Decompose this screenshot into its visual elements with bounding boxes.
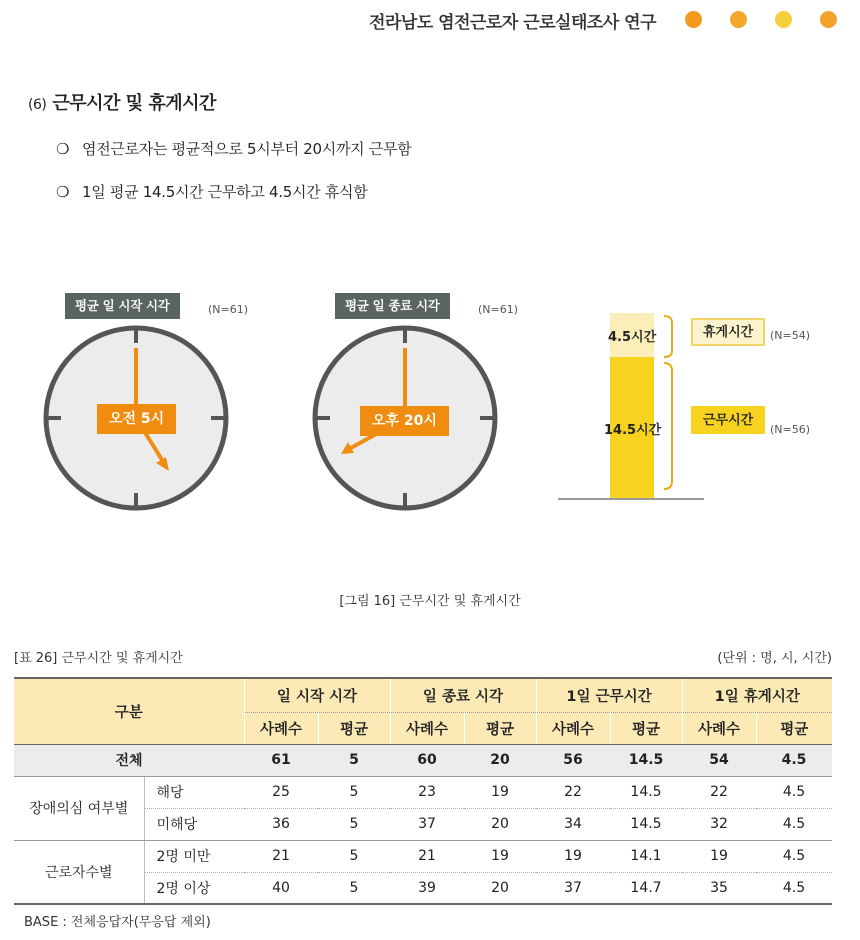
group-label: 근로자수별 — [14, 840, 144, 904]
base-note: BASE : 전체응답자(무응답 제외) — [24, 915, 211, 930]
table-cell: 14.5 — [610, 744, 682, 776]
table-cell: 39 — [390, 872, 464, 904]
table-cell: 22 — [536, 776, 610, 808]
section-title-text: 근무시간 및 휴게시간 — [52, 93, 216, 114]
table-cell: 32 — [682, 808, 756, 840]
table-cell: 56 — [536, 744, 610, 776]
table-row — [14, 840, 832, 872]
bullet-text: 염전근로자는 평균적으로 5시부터 20시까지 근무함 — [82, 140, 412, 158]
corner-header: 구분 — [14, 678, 244, 744]
bullet-text: 1일 평균 14.5시간 근무하고 4.5시간 휴식함 — [82, 183, 368, 201]
table-cell: 5 — [318, 808, 390, 840]
bullet-circle-icon: ❍ — [56, 183, 70, 201]
header-dot-icon — [685, 11, 702, 28]
table-cell: 4.5 — [756, 808, 832, 840]
table-cell: 14.1 — [610, 840, 682, 872]
group-header: 1일 휴게시간 — [682, 678, 832, 712]
table-cell: 5 — [318, 840, 390, 872]
table-cell: 20 — [464, 744, 536, 776]
bracket-icon — [662, 313, 682, 503]
table-cell: 5 — [318, 744, 390, 776]
start-time-label: 오전 5시 — [97, 404, 176, 434]
table-cell: 61 — [244, 744, 318, 776]
header-title: 전라남도 염전근로자 근로실태조사 연구 — [369, 13, 656, 33]
work-legend: 근무시간 — [691, 406, 765, 434]
start-clock-label: 평균 일 시작 시각 — [65, 293, 180, 319]
table-cell: 25 — [244, 776, 318, 808]
header-dot-icon — [730, 11, 747, 28]
end-time-label: 오후 20시 — [360, 406, 449, 436]
header-dot-icon — [775, 11, 792, 28]
bullet-item — [56, 181, 367, 202]
row-label: 미해당 — [144, 808, 244, 840]
table-title: [표 26] 근무시간 및 휴게시간 — [14, 651, 183, 666]
group-header: 1일 근무시간 — [536, 678, 682, 712]
table-cell: 14.7 — [610, 872, 682, 904]
table-cell: 14.5 — [610, 808, 682, 840]
work-n: (N=56) — [770, 423, 811, 436]
table-cell: 37 — [536, 872, 610, 904]
table-cell: 20 — [464, 808, 536, 840]
table-cell: 54 — [682, 744, 756, 776]
row-label: 전체 — [14, 744, 244, 776]
row-label: 2명 미만 — [144, 840, 244, 872]
table-row — [14, 776, 832, 808]
group-header: 일 종료 시각 — [390, 678, 536, 712]
rest-bar-value: 4.5시간 — [608, 330, 657, 345]
row-label: 해당 — [144, 776, 244, 808]
table-cell: 19 — [464, 776, 536, 808]
figure-caption: [그림 16] 근무시간 및 휴게시간 — [339, 594, 521, 609]
end-clock-n: (N=61) — [478, 303, 519, 316]
table-cell: 35 — [682, 872, 756, 904]
table-cell: 14.5 — [610, 776, 682, 808]
bullet-circle-icon: ❍ — [56, 140, 70, 158]
table-cell: 37 — [390, 808, 464, 840]
table-cell: 19 — [464, 840, 536, 872]
table-cell: 60 — [390, 744, 464, 776]
table-cell: 21 — [390, 840, 464, 872]
table-cell: 4.5 — [756, 840, 832, 872]
sub-header: 사례수 — [536, 712, 610, 744]
table-cell: 22 — [682, 776, 756, 808]
start-clock-n: (N=61) — [208, 303, 249, 316]
sub-header: 평균 — [610, 712, 682, 744]
bullet-item — [56, 138, 411, 159]
sub-header: 평균 — [318, 712, 390, 744]
table-cell: 4.5 — [756, 744, 832, 776]
table-cell: 4.5 — [756, 776, 832, 808]
rest-legend: 휴게시간 — [691, 318, 765, 346]
table-cell: 5 — [318, 776, 390, 808]
rest-n: (N=54) — [770, 329, 811, 342]
table-cell: 19 — [536, 840, 610, 872]
table-unit: (단위 : 명, 시, 시간) — [717, 651, 832, 666]
group-header: 일 시작 시각 — [244, 678, 390, 712]
table-cell: 36 — [244, 808, 318, 840]
row-label: 2명 이상 — [144, 872, 244, 904]
table-cell: 21 — [244, 840, 318, 872]
data-table — [14, 677, 832, 905]
sub-header: 사례수 — [390, 712, 464, 744]
section-number: (6) — [28, 97, 47, 113]
end-clock-label: 평균 일 종료 시각 — [335, 293, 450, 319]
sub-header: 평균 — [756, 712, 832, 744]
table-row-total — [14, 744, 832, 776]
table-cell: 40 — [244, 872, 318, 904]
sub-header: 사례수 — [682, 712, 756, 744]
work-bar-value: 14.5시간 — [604, 423, 662, 438]
table-cell: 5 — [318, 872, 390, 904]
section-title — [28, 89, 216, 115]
table-cell: 23 — [390, 776, 464, 808]
table-cell: 19 — [682, 840, 756, 872]
group-label: 장애의심 여부별 — [14, 776, 144, 840]
table-cell: 20 — [464, 872, 536, 904]
sub-header: 평균 — [464, 712, 536, 744]
header-dot-icon — [820, 11, 837, 28]
sub-header: 사례수 — [244, 712, 318, 744]
table-cell: 4.5 — [756, 872, 832, 904]
table-cell: 34 — [536, 808, 610, 840]
bar-baseline — [558, 498, 704, 500]
